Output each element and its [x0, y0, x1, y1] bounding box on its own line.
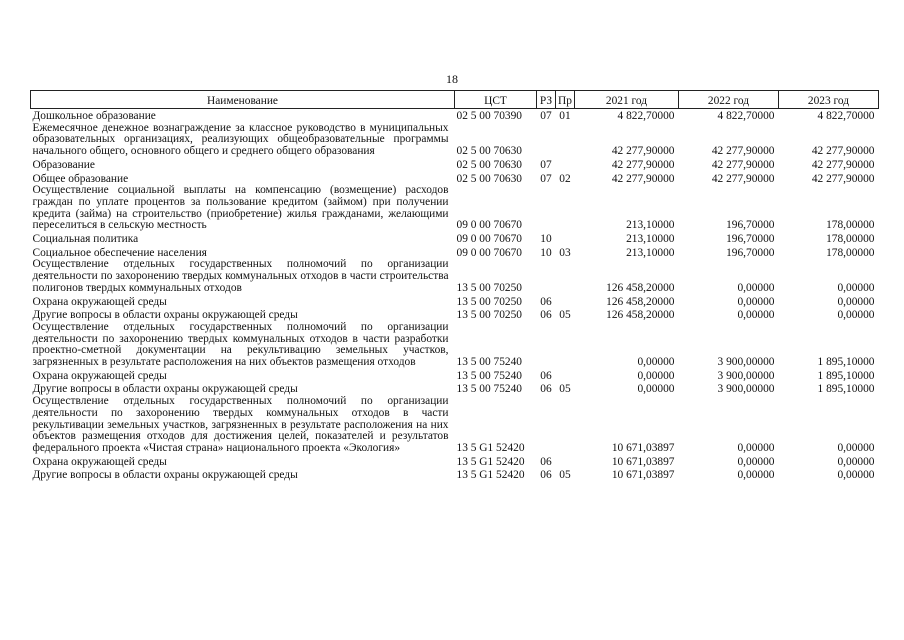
cell-name: Охрана окружающей среды [32, 369, 167, 382]
cell-pr [556, 158, 575, 172]
cell-rz: 06 [540, 295, 552, 308]
cell-2021: 0,00000 [637, 356, 675, 369]
cell-name: Осуществление социальной выплаты на компенсацию (возмещение) расходов граждан по уплате процентов за пользование кредитом (займом) при получении кредита (займа) на строительство (приобретение) жилья гражданами, желающими переселиться в сельскую местность [32, 184, 449, 232]
header-2022: 2022 год [679, 91, 779, 109]
cell-2021: 10 671,03897 [611, 455, 675, 468]
cell-pr [556, 259, 575, 294]
cell-2021: 126 458,20000 [606, 281, 675, 294]
cell-2022: 4 822,70000 [717, 110, 775, 122]
cell-cst: 02 5 00 70390 [456, 110, 522, 122]
cell-rz: 07 [540, 158, 552, 171]
cell-2023: 0,00000 [837, 469, 875, 482]
cell-2022: 3 900,00000 [717, 369, 775, 382]
cell-cst: 02 5 00 70630 [456, 172, 522, 185]
cell-pr [556, 455, 575, 469]
cell-2022: 196,70000 [726, 219, 775, 232]
cell-name: Осуществление отдельных государственных полномочий по организации деятельности по захоронению твердых коммунальных отходов в части строительства полигонов твердых коммунальных отходов [32, 258, 449, 294]
header-cst: ЦСТ [455, 91, 537, 109]
cell-2022: 0,00000 [737, 295, 775, 308]
cell-2021: 42 277,90000 [611, 158, 675, 171]
table-row [31, 468, 879, 482]
cell-pr: 02 [559, 172, 571, 185]
cell-rz: 06 [540, 383, 552, 396]
cell-2022: 42 277,90000 [711, 172, 775, 185]
cell-2022: 0,00000 [737, 309, 775, 322]
cell-rz: 06 [540, 469, 552, 482]
cell-name: Другие вопросы в области охраны окружающей среды [32, 309, 298, 322]
cell-2023: 178,00000 [826, 246, 875, 259]
table-row [31, 123, 879, 158]
cell-2021: 10 671,03897 [611, 441, 675, 454]
cell-pr [556, 123, 575, 158]
table-row [31, 185, 879, 232]
cell-2022: 42 277,90000 [711, 158, 775, 171]
cell-2023: 42 277,90000 [811, 145, 875, 158]
cell-cst: 13 5 00 70250 [456, 295, 522, 308]
cell-name: Общее образование [32, 172, 129, 185]
cell-pr [556, 369, 575, 383]
cell-cst: 13 5 00 75240 [456, 369, 522, 382]
cell-2021: 42 277,90000 [611, 145, 675, 158]
cell-2022: 0,00000 [737, 281, 775, 294]
cell-rz: 10 [540, 233, 552, 246]
cell-name: Социальная политика [32, 233, 139, 246]
cell-name: Ежемесячное денежное вознаграждение за классное руководство в муниципальных образовательных организациях, реализующих общеобразовательные программы начального общего, основного общего и среднего общего образования [32, 121, 449, 158]
cell-2023: 0,00000 [837, 295, 875, 308]
cell-rz [537, 322, 556, 369]
cell-pr: 01 [559, 110, 571, 122]
cell-2023: 1 895,10000 [817, 369, 875, 382]
cell-pr [556, 185, 575, 232]
cell-2021: 213,10000 [626, 233, 675, 246]
cell-cst: 09 0 00 70670 [456, 219, 522, 232]
cell-2021: 213,10000 [626, 219, 675, 232]
header-rz: РЗ [537, 91, 556, 109]
cell-rz: 06 [540, 455, 552, 468]
table-row [31, 455, 879, 469]
cell-pr: 05 [559, 383, 571, 396]
cell-2022: 42 277,90000 [711, 145, 775, 158]
cell-cst: 13 5 00 75240 [456, 383, 522, 396]
cell-name: Образование [32, 158, 95, 171]
cell-2023: 4 822,70000 [817, 110, 875, 122]
header-pr: Пр [556, 91, 575, 109]
cell-2023: 0,00000 [837, 281, 875, 294]
cell-2023: 42 277,90000 [811, 172, 875, 185]
cell-2023: 0,00000 [837, 455, 875, 468]
table-row [31, 382, 879, 396]
cell-cst: 13 5 00 75240 [456, 356, 522, 369]
cell-pr [556, 295, 575, 309]
cell-rz [537, 396, 556, 455]
cell-rz: 10 [540, 246, 552, 259]
table-row [31, 259, 879, 294]
table-row [31, 308, 879, 322]
cell-rz [537, 185, 556, 232]
cell-pr [556, 232, 575, 246]
cell-rz: 07 [540, 110, 552, 122]
cell-2021: 42 277,90000 [611, 172, 675, 185]
table-row [31, 172, 879, 186]
cell-2023: 0,00000 [837, 441, 875, 454]
cell-pr: 05 [559, 309, 571, 322]
table-row [31, 109, 879, 123]
cell-cst: 02 5 00 70630 [456, 145, 522, 158]
table-body [31, 109, 879, 483]
budget-table [30, 90, 879, 482]
cell-cst: 13 5 G1 52420 [456, 441, 525, 454]
cell-2023: 42 277,90000 [811, 158, 875, 171]
table-row [31, 295, 879, 309]
cell-rz: 07 [540, 172, 552, 185]
cell-2022: 3 900,00000 [717, 383, 775, 396]
cell-2023: 178,00000 [826, 219, 875, 232]
header-2021: 2021 год [575, 91, 679, 109]
table-row [31, 246, 879, 260]
table-header-row [31, 91, 879, 109]
table-row [31, 232, 879, 246]
cell-rz: 06 [540, 309, 552, 322]
cell-2022: 0,00000 [737, 455, 775, 468]
cell-cst: 09 0 00 70670 [456, 233, 522, 246]
cell-2022: 0,00000 [737, 441, 775, 454]
cell-cst: 13 5 G1 52420 [456, 469, 525, 482]
header-2023: 2023 год [779, 91, 879, 109]
cell-2022: 3 900,00000 [717, 356, 775, 369]
cell-pr [556, 322, 575, 369]
cell-rz: 06 [540, 369, 552, 382]
cell-2022: 196,70000 [726, 233, 775, 246]
cell-name: Охрана окружающей среды [32, 295, 167, 308]
cell-2021: 126 458,20000 [606, 295, 675, 308]
cell-2023: 1 895,10000 [817, 356, 875, 369]
cell-2023: 178,00000 [826, 233, 875, 246]
cell-pr: 05 [559, 469, 571, 482]
cell-2021: 0,00000 [637, 369, 675, 382]
cell-rz [537, 259, 556, 294]
cell-name: Социальное обеспечение населения [32, 246, 207, 259]
cell-name: Другие вопросы в области охраны окружающей среды [32, 383, 298, 396]
cell-name: Другие вопросы в области охраны окружающей среды [32, 469, 298, 482]
cell-name: Осуществление отдельных государственных полномочий по организации деятельности по захоронению твердых коммунальных отходов в части разработки проектно-сметной документации на рекультивацию земельных участков, загрязненных в результате расположения на них объектов размещения отходов [32, 320, 449, 369]
header-name: Наименование [31, 91, 455, 109]
cell-2021: 10 671,03897 [611, 469, 675, 482]
table-row [31, 158, 879, 172]
cell-2021: 126 458,20000 [606, 309, 675, 322]
cell-cst: 13 5 G1 52420 [456, 455, 525, 468]
cell-pr: 03 [559, 246, 571, 259]
cell-cst: 09 0 00 70670 [456, 246, 522, 259]
cell-name: Осуществление отдельных государственных полномочий по организации деятельности по захоронению твердых коммунальных отходов в части рекультивации земельных участков, загрязненных в результате расположения на них объектов размещения отходов для достижения целей, показателей и результатов федерального проекта «Чистая страна» национального проекта «Экология» [32, 395, 449, 454]
cell-cst: 13 5 00 70250 [456, 281, 522, 294]
table-row [31, 369, 879, 383]
cell-2023: 1 895,10000 [817, 383, 875, 396]
cell-2021: 213,10000 [626, 246, 675, 259]
cell-pr [556, 396, 575, 455]
cell-2023: 0,00000 [837, 309, 875, 322]
page-number: 18 [446, 72, 458, 86]
table-row [31, 322, 879, 369]
cell-rz [537, 123, 556, 158]
cell-2021: 4 822,70000 [617, 110, 675, 122]
table-row [31, 396, 879, 455]
cell-name: Охрана окружающей среды [32, 455, 167, 468]
cell-cst: 02 5 00 70630 [456, 158, 522, 171]
cell-2021: 0,00000 [637, 383, 675, 396]
cell-cst: 13 5 00 70250 [456, 309, 522, 322]
cell-2022: 0,00000 [737, 469, 775, 482]
cell-name: Дошкольное образование [32, 110, 156, 122]
cell-2022: 196,70000 [726, 246, 775, 259]
